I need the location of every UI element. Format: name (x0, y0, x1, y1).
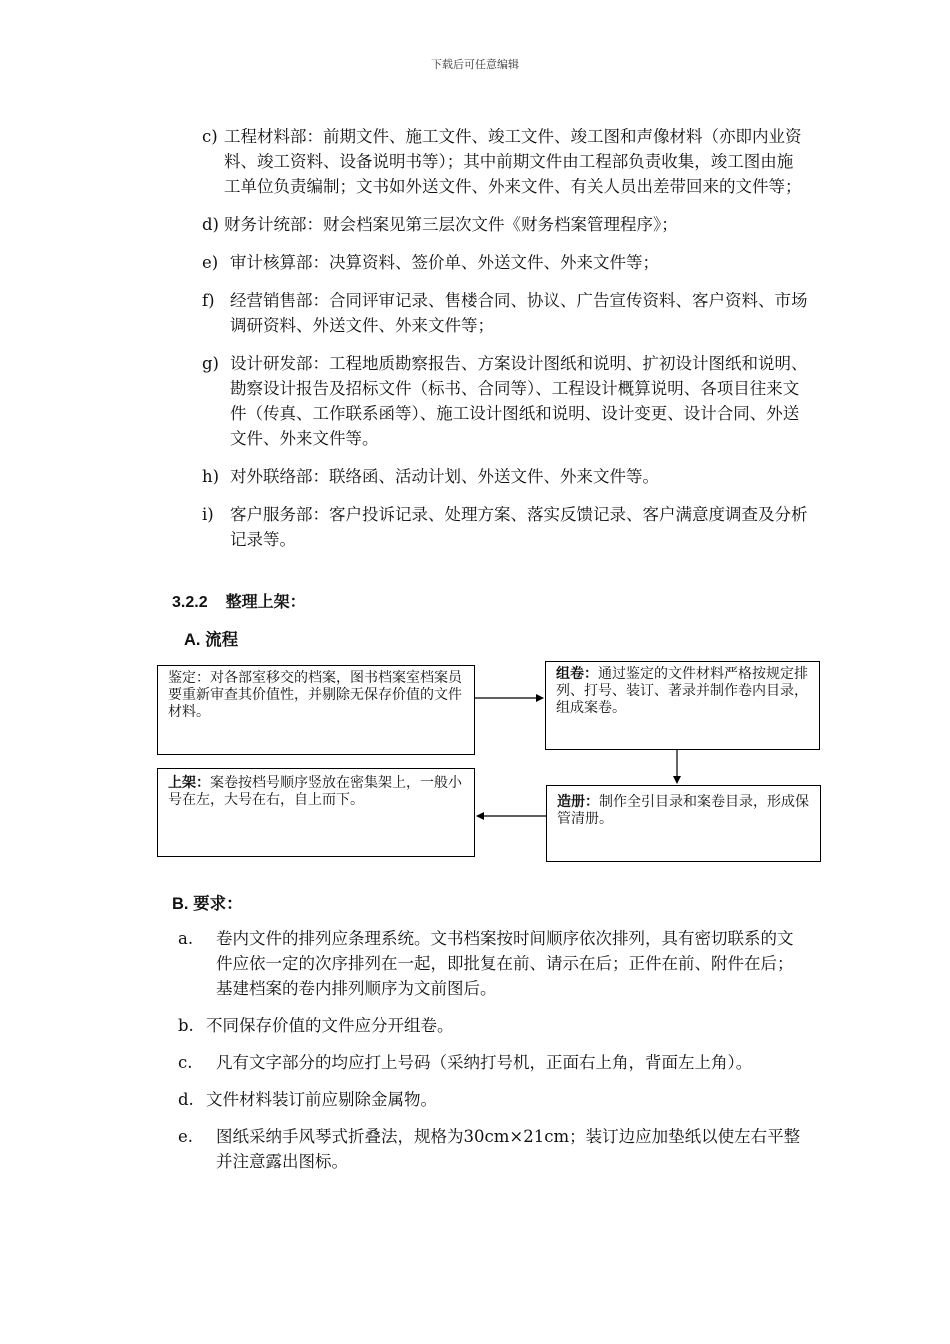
list-item-text: 财务计统部：财会档案见第三层次文件《财务档案管理程序》； (224, 215, 678, 234)
flow-box-label: 上架： (168, 775, 210, 791)
list-item-text: 不同保存价值的文件应分开组卷。 (206, 1016, 454, 1035)
flow-box-label: 造册： (557, 794, 599, 810)
section-heading-b: B. 要求： (172, 895, 243, 913)
list-marker: g) (202, 354, 219, 373)
list-item (178, 1124, 808, 1174)
list-marker: f) (202, 291, 215, 310)
section-heading-a: A. 流程 (184, 631, 239, 649)
list-item-text: 卷内文件的排列应条理系统。文书档案按时间顺序依次排列，具有密切联系的文件应依一定的次序排列在一起，即批复在前、请示在后；正件在前、附件在后；基建档案的卷内排列顺序为文前图后。 (216, 929, 794, 998)
list-item-text: 对外联络部：联络函、活动计划、外送文件、外来文件等。 (230, 467, 659, 486)
flow-box-text: 案卷按档号顺序竖放在密集架上，一般小号在左，大号在右，自上而下。 (168, 775, 462, 808)
list-marker: e) (202, 253, 219, 272)
list-marker: c) (202, 127, 218, 146)
list-item-text: 工程材料部：前期文件、施工文件、竣工文件、竣工图和声像材料（亦即内业资料、竣工资料、设备说明书等）；其中前期文件由工程部负责收集，竣工图由施工单位负责编制；文书如外送文件、外来文件、有关人员出差带回来的文件等； (224, 127, 802, 196)
list-marker: i) (202, 505, 214, 524)
list-item-text: 客户服务部：客户投诉记录、处理方案、落实反馈记录、客户满意度调查及分析记录等。 (230, 505, 808, 549)
list-item (178, 1087, 808, 1112)
list-item-text: 设计研发部：工程地质勘察报告、方案设计图纸和说明、扩初设计图纸和说明、勘察设计报告及招标文件（标书、合同等）、工程设计概算说明、各项目往来文件（传真、工作联系函等）、施工设计图纸和说明、设计变更、设计合同、外送文件、外来文件等。 (230, 354, 808, 448)
flow-box-label: 组卷： (556, 666, 598, 682)
list-marker: e. (178, 1127, 194, 1146)
list-item (178, 1013, 808, 1038)
list-marker: h) (202, 467, 220, 486)
list-marker: c. (178, 1053, 193, 1072)
flow-box-text: 对各部室移交的档案，图书档案室档案员要重新审查其价值性，并剔除无保存价值的文件材料。 (168, 670, 462, 720)
list-marker: a. (178, 929, 194, 948)
page-header: 下载后可任意编辑 (431, 58, 519, 71)
flow-box-label: 鉴定： (168, 670, 210, 686)
list-marker: d) (202, 215, 219, 234)
requirements-list (178, 926, 808, 1186)
section-number: 3.2.2 (172, 594, 208, 611)
list-item (178, 1050, 808, 1075)
flow-box-text: 通过鉴定的文件材料严格按规定排列、打号、装订、著录并制作卷内目录，组成案卷。 (556, 666, 808, 716)
list-item-text: 图纸采纳手风琴式折叠法，规格为30cm×21cm；装订边应加垫纸以使左右平整并注意露出图标。 (216, 1127, 801, 1171)
list-item-text: 文件材料装订前应剔除金属物。 (206, 1090, 437, 1109)
section-title: 整理上架： (225, 594, 306, 611)
flow-box-text: 制作全引目录和案卷目录，形成保管清册。 (557, 794, 809, 827)
list-item-text: 审计核算部：决算资料、签价单、外送文件、外来文件等； (230, 253, 659, 272)
list-item (178, 926, 808, 1001)
list-item-text: 经营销售部：合同评审记录、售楼合同、协议、广告宣传资料、客户资料、市场调研资料、外送文件、外来文件等； (230, 291, 808, 335)
list-marker: b. (178, 1016, 194, 1035)
list-marker: d. (178, 1090, 194, 1109)
list-item-text: 凡有文字部分的均应打上号码（采纳打号机，正面右上角，背面左上角）。 (216, 1053, 753, 1072)
